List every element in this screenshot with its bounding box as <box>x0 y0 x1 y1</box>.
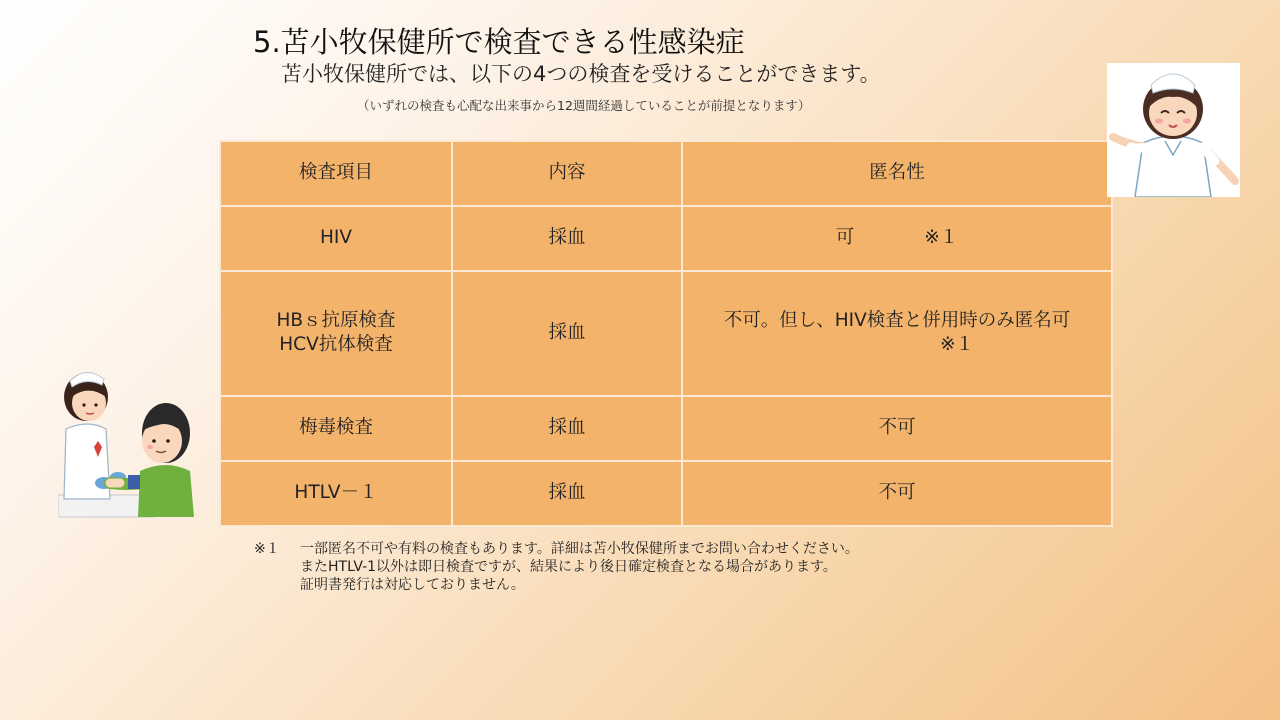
cell-content: 採血 <box>452 396 682 461</box>
nurse-illustration <box>1107 63 1240 197</box>
cell-item: HTLV－１ <box>220 461 452 526</box>
cell-content: 採血 <box>452 461 682 526</box>
test-table <box>219 140 1113 527</box>
item-line: HBｓ抗原検査 <box>276 309 396 331</box>
table-header-row <box>220 141 1112 206</box>
page-subtitle: 苫小牧保健所では、以下の4つの検査を受けることができます。 <box>281 62 881 86</box>
table-row <box>220 461 1112 526</box>
cell-item: HIV <box>220 206 452 271</box>
header-content: 内容 <box>452 141 682 206</box>
page-title: 5.苫小牧保健所で検査できる性感染症 <box>253 25 745 59</box>
cell-anonymity: 不可 <box>682 461 1112 526</box>
header-item: 検査項目 <box>220 141 452 206</box>
item-line: HCV抗体検査 <box>279 334 393 356</box>
footnote-mark: ※１ <box>939 334 974 356</box>
footnote-line: 一部匿名不可や有料の検査もあります。詳細は苫小牧保健所までお問い合わせください。 <box>300 541 859 557</box>
cell-anonymity: 不可 <box>682 396 1112 461</box>
anon-value: 可 <box>835 226 855 248</box>
anon-value: 不可。但し、HIV検査と併用時のみ匿名可 <box>723 309 1071 331</box>
table-row <box>220 206 1112 271</box>
cell-item <box>220 271 452 396</box>
footnote-line: 証明書発行は対応しておりません。 <box>300 577 525 593</box>
footnote-label: ※１ <box>254 541 280 557</box>
footnote-mark: ※１ <box>924 226 959 248</box>
footnote-line: またHTLV-1以外は即日検査ですが、結果により後日確定検査となる場合があります。 <box>300 559 837 575</box>
header-anonymity: 匿名性 <box>682 141 1112 206</box>
cell-item: 梅毒検査 <box>220 396 452 461</box>
precondition-note: （いずれの検査も心配な出来事から12週間経過していることが前提となります） <box>357 98 811 113</box>
table-row <box>220 396 1112 461</box>
blood-test-illustration <box>58 367 198 519</box>
cell-content: 採血 <box>452 206 682 271</box>
cell-anonymity <box>682 206 1112 271</box>
cell-anonymity <box>682 271 1112 396</box>
table-row <box>220 271 1112 396</box>
footnote <box>254 540 859 594</box>
cell-content: 採血 <box>452 271 682 396</box>
